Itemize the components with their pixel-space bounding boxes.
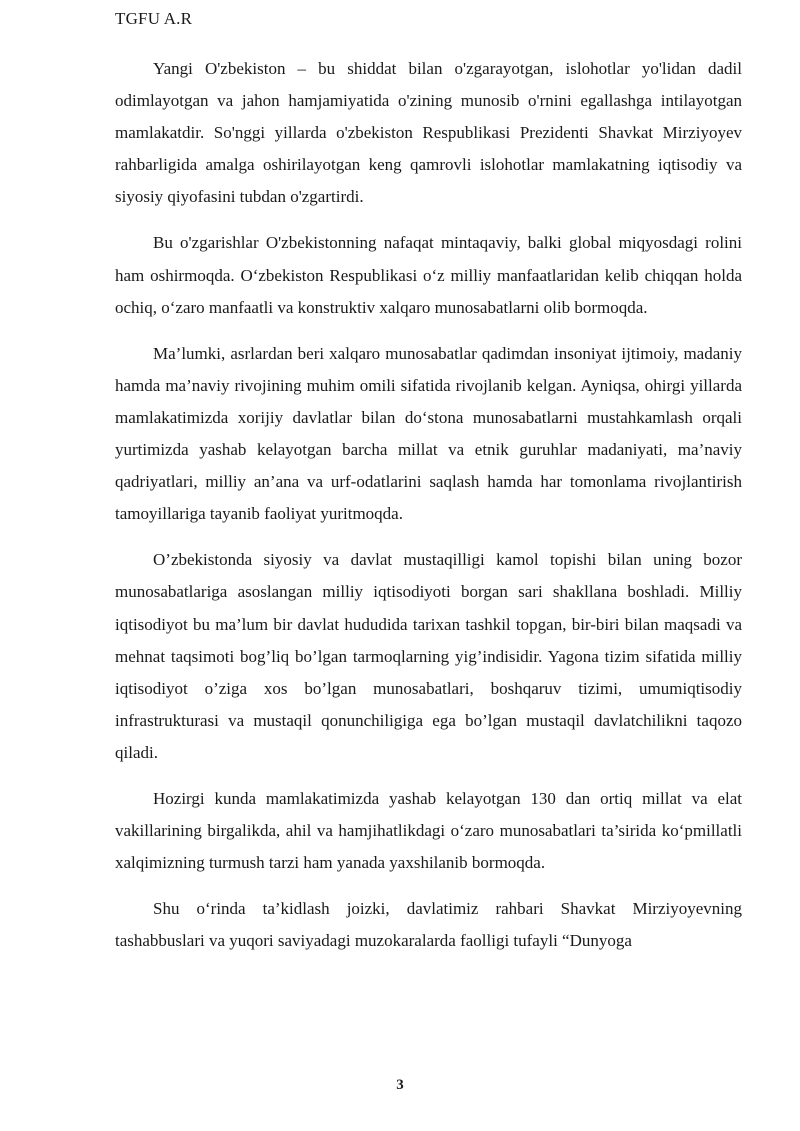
- paragraph: O’zbekistonda siyosiy va davlat mustaqilligi kamol topishi bilan uning bozor munosabatlariga asoslangan milliy iqtisodiyoti borgan sari shakllana boshladi. Milliy iqtisodiyot bu ma’lum bir davlat hududida tarixan tashkil topgan, bir-biri bilan maqsadi va mehnat taqsimoti bog’liq bo’lgan tarmoqlarning yig’indisidir. Yagona tizim sifatida milliy iqtisodiyot o’ziga xos bo’lgan munosabatlari, boshqaruv tizimi, umumiqtisodiy infrastrukturasi va mustaqil qonunchiligiga ega bo’lgan mustaqil davlatchilikni taqozo qiladi.: [115, 550, 742, 762]
- paragraph: Hozirgi kunda mamlakatimizda yashab kelayotgan 130 dan ortiq millat va elat vakillarining birgalikda, ahil va hamjihatlikdagi o‘zaro munosabatlari ta’sirida ko‘pmillatli xalqimizning turmush tarzi ham yanada yaxshilanib bormoqda.: [115, 788, 742, 873]
- document-body: [115, 53, 742, 971]
- page-header: TGFU A.R: [115, 9, 193, 28]
- paragraph: Yangi O'zbekiston – bu shiddat bilan o'zgarayotgan, islohotlar yo'lidan dadil odimlayotgan va jahon hamjamiyatida o'zining munosib o'rnini egallashga intilayotgan mamlakatdir. So'nggi yillarda o'zbekiston Respublikasi Prezidenti Shavkat Mirziyoyev rahbarligida amalga oshirilayotgan keng qamrovli islohotlar mamlakatning iqtisodiy va siyosiy qiyofasini tubdan o'zgartirdi.: [115, 59, 742, 207]
- paragraph: Ma’lumki, asrlardan beri xalqaro munosabatlar qadimdan insoniyat ijtimoiy, madaniy hamda ma’naviy rivojining muhim omili sifatida rivojlanib kelgan. Ayniqsa, ohirgi yillarda mamlakatimizda xorijiy davlatlar bilan do‘stona munosabatlarni mustahkamlash orqali yurtimizda yashab kelayotgan barcha millat va etnik guruhlar madaniyati, ma’naviy qadriyatlari, milliy an’ana va urf-odatlarini saqlash hamda har tomonlama rivojlantirish tamoyillariga tayanib faoliyat yuritmoqda.: [115, 343, 742, 524]
- paragraph: Shu o‘rinda ta’kidlash joizki, davlatimiz rahbari Shavkat Mirziyoyevning tashabbuslari va yuqori saviyadagi muzokaralarda faolligi tufayli “Dunyoga: [115, 899, 742, 951]
- page-number: 3: [396, 1077, 404, 1093]
- paragraph: Bu o'zgarishlar O'zbekistonning nafaqat mintaqaviy, balki global miqyosdagi rolini ham oshirmoqda. O‘zbekiston Respublikasi o‘z milliy manfaatlaridan kelib chiqqan holda ochiq, o‘zaro manfaatli va konstruktiv xalqaro munosabatlarni olib bormoqda.: [115, 233, 742, 317]
